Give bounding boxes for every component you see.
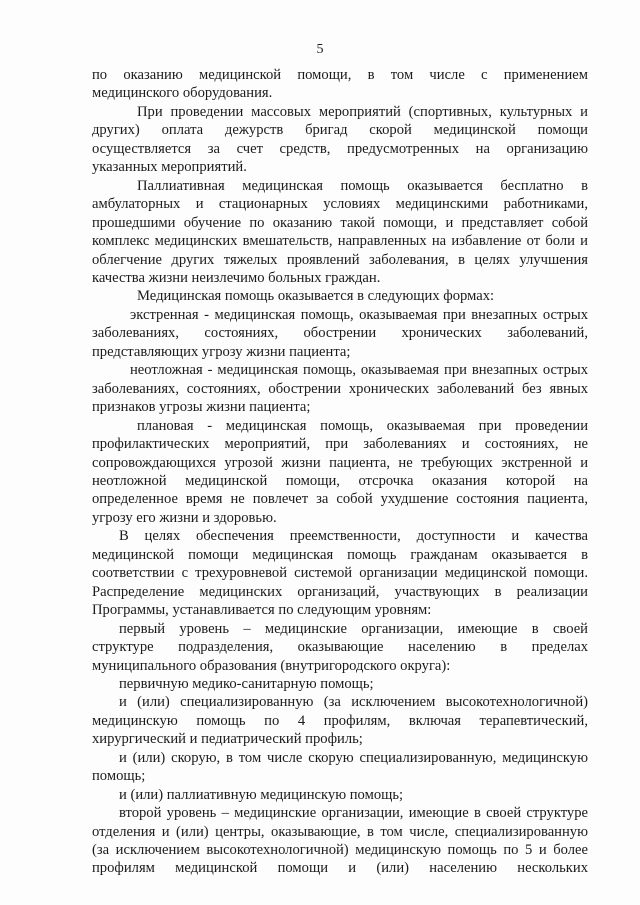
text-line: заболеваниях, состояниях, обострении хронических заболеваний без явных [92, 380, 588, 397]
text-line: других) оплата дежурств бригад скорой медицинской помощи [92, 122, 588, 139]
text-line: осуществляется за счет средств, предусмотренных на организацию [92, 140, 588, 157]
text-line: и (или) специализированную (за исключением высокотехнологичной) [119, 694, 588, 711]
text-line: неотложной медицинской помощи, отсрочка оказания которой на [92, 472, 588, 489]
text-line: Паллиативная медицинская помощь оказывается бесплатно в [137, 177, 588, 194]
text-line: соответствии с трехуровневой системой организации медицинской помощи. [92, 565, 588, 582]
text-line: первичную медико-санитарную помощь; [119, 675, 374, 692]
text-line: В целях обеспечения преемственности, доступности и качества [119, 528, 588, 545]
text-line: муниципального образования (внутригородского округа): [92, 657, 451, 674]
text-line: качества жизни неизлечимо больных граждан. [92, 269, 381, 286]
text-line: и (или) паллиативную медицинскую помощь; [119, 786, 404, 803]
text-line: определенное время не повлечет за собой ухудшение состояния пациента, [92, 491, 588, 508]
text-line: экстренная - медицинская помощь, оказываемая при внезапных острых [130, 306, 588, 323]
text-line: помощь; [92, 768, 146, 785]
text-line: структуре подразделения, оказывающие населению в пределах [92, 639, 588, 656]
text-line: медицинскую помощь по 4 профилям, включая терапевтический, [92, 712, 588, 729]
text-line: первый уровень – медицинские организации, имеющие в своей [119, 620, 588, 637]
text-line: Медицинская помощь оказывается в следующих формах: [137, 288, 495, 305]
text-line: по оказанию медицинской помощи, в том числе с применением [92, 67, 588, 83]
text-line: признаков угрозы жизни пациента; [92, 399, 311, 416]
text-line: (за исключением высокотехнологичной) медицинскую помощь по 5 и более [92, 842, 588, 859]
text-line: медицинской помощи медицинская помощь гражданам оказывается в [92, 546, 588, 563]
page-number: 5 [316, 42, 324, 57]
text-line: указанных мероприятий. [92, 159, 247, 176]
text-line: профилям медицинской помощи и (или) населению нескольких [92, 860, 588, 877]
text-line: профилактических мероприятий, при заболеваниях и состояниях, не [92, 436, 588, 453]
text-line: неотложная - медицинская помощь, оказываемая при внезапных острых [130, 362, 588, 379]
text-line: заболеваниях, состояниях, обострении хронических заболеваний, [92, 325, 588, 342]
text-line: угрозу его жизни и здоровью. [92, 509, 277, 526]
text-line: плановая - медицинская помощь, оказываемая при проведении [137, 417, 588, 434]
text-line: хирургический и педиатрический профиль; [92, 731, 363, 748]
text-line: амбулаторных и стационарных условиях медицинскими работниками, [92, 196, 588, 213]
text-line: прошедшими обучение по оказанию такой помощи, и представляет собой [92, 214, 588, 231]
text-line: Программы, устанавливается по следующим уровням: [92, 602, 432, 619]
text-line: медицинского оборудования. [92, 85, 273, 102]
text-line: комплекс медицинских вмешательств, направленных на избавление от боли и [92, 233, 588, 250]
text-line: и (или) скорую, в том числе скорую специализированную, медицинскую [119, 749, 588, 766]
text-line: сопровождающихся угрозой жизни пациента, не требующих экстренной и [92, 454, 588, 471]
text-line: облегчение других тяжелых проявлений заболевания, в целях улучшения [92, 251, 588, 268]
text-line: второй уровень – медицинские организации, имеющие в своей структуре [119, 805, 588, 822]
body-text [92, 66, 588, 878]
text-line: отделения и (или) центры, оказывающие, в том числе, специализированную [92, 823, 588, 840]
text-line: Распределение медицинских организаций, участвующих в реализации [92, 583, 588, 600]
text-line: представляющих угрозу жизни пациента; [92, 343, 351, 360]
text-line: При проведении массовых мероприятий (спортивных, культурных и [137, 103, 588, 120]
